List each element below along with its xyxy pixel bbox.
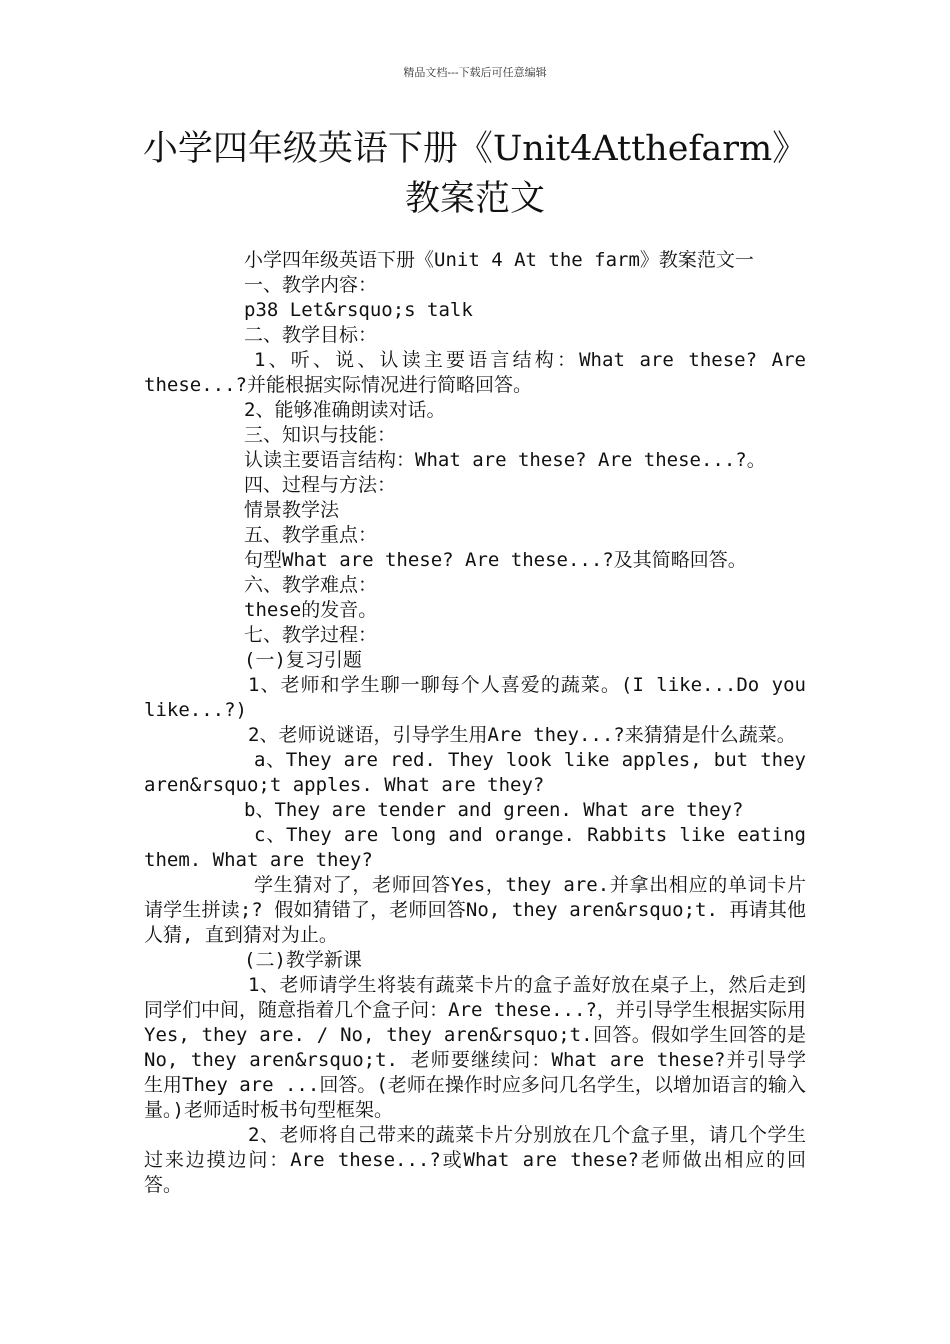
paragraph: 1、老师请学生将装有蔬菜卡片的盒子盖好放在桌子上，然后走到同学们中间，随意指着几个盒子问：Are these...?，并引导学生根据实际用Yes, they are. / No, they aren&rsquo;t.回答。假如学生回答的是No, they aren&rsquo;t. 老师要继续问：What are these?并引导学生用They are ...回答。(老师在操作时应多问几名学生，以增加语言的输入量。)老师适时板书句型框架。 xyxy=(144,974,806,1121)
paragraph: 2、老师说谜语，引导学生用Are they...?来猜猜是什么蔬菜。 xyxy=(248,724,796,746)
paragraph: 情景教学法 xyxy=(244,499,340,521)
paragraph: these的发音。 xyxy=(244,599,378,621)
paragraph: 学生猜对了，老师回答Yes，they are.并拿出相应的单词卡片请学生拼读;? 假如猜错了，老师回答No, they aren&rsquo;t. 再请其他人猜, 直到猜对为止。 xyxy=(144,874,806,946)
paragraph-subtitle: 小学四年级英语下册《Unit 4 At the farm》教案范文一 xyxy=(244,249,754,271)
paragraph: 2、老师将自己带来的蔬菜卡片分别放在几个盒子里，请几个学生过来边摸边问：Are these...?或What are these?老师做出相应的回答。 xyxy=(144,1124,806,1196)
subsection-heading: (二)教学新课 xyxy=(244,949,362,971)
section-heading: 二、教学目标： xyxy=(244,324,378,346)
paragraph: a、They are red. They look like apples, but they aren&rsquo;t apples. What are they? xyxy=(144,749,806,796)
document-title xyxy=(120,124,830,224)
subsection-heading: (一)复习引题 xyxy=(244,649,362,671)
paragraph: 2、能够准确朗读对话。 xyxy=(244,399,446,421)
section-heading: 七、教学过程： xyxy=(244,624,378,646)
paragraph: 1、老师和学生聊一聊每个人喜爱的蔬菜。(I like...Do you like...?) xyxy=(144,674,806,721)
title-line-1: 小学四年级英语下册《Unit4Atthefarm》 xyxy=(142,129,808,169)
section-heading: 六、教学难点： xyxy=(244,574,378,596)
section-heading: 五、教学重点： xyxy=(244,524,378,546)
paragraph: 句型What are these? Are these...?及其简略回答。 xyxy=(244,549,747,571)
page-header: 精品文档---下载后可任意编辑 xyxy=(403,66,547,79)
paragraph: p38 Let&rsquo;s talk xyxy=(244,299,473,321)
title-line-2: 教案范文 xyxy=(404,179,545,219)
document-body xyxy=(144,248,806,1198)
paragraph: c、They are long and orange. Rabbits like eating them. What are they? xyxy=(144,824,806,871)
paragraph: 认读主要语言结构：What are these? Are these...?。 xyxy=(244,449,766,471)
paragraph: b、They are tender and green. What are they? xyxy=(244,799,744,821)
section-heading: 一、教学内容： xyxy=(244,274,378,296)
paragraph: 1、听、说、认读主要语言结构：What are these? Are these...?并能根据实际情况进行简略回答。 xyxy=(144,349,806,396)
section-heading: 三、知识与技能： xyxy=(244,424,397,446)
section-heading: 四、过程与方法： xyxy=(244,474,397,496)
